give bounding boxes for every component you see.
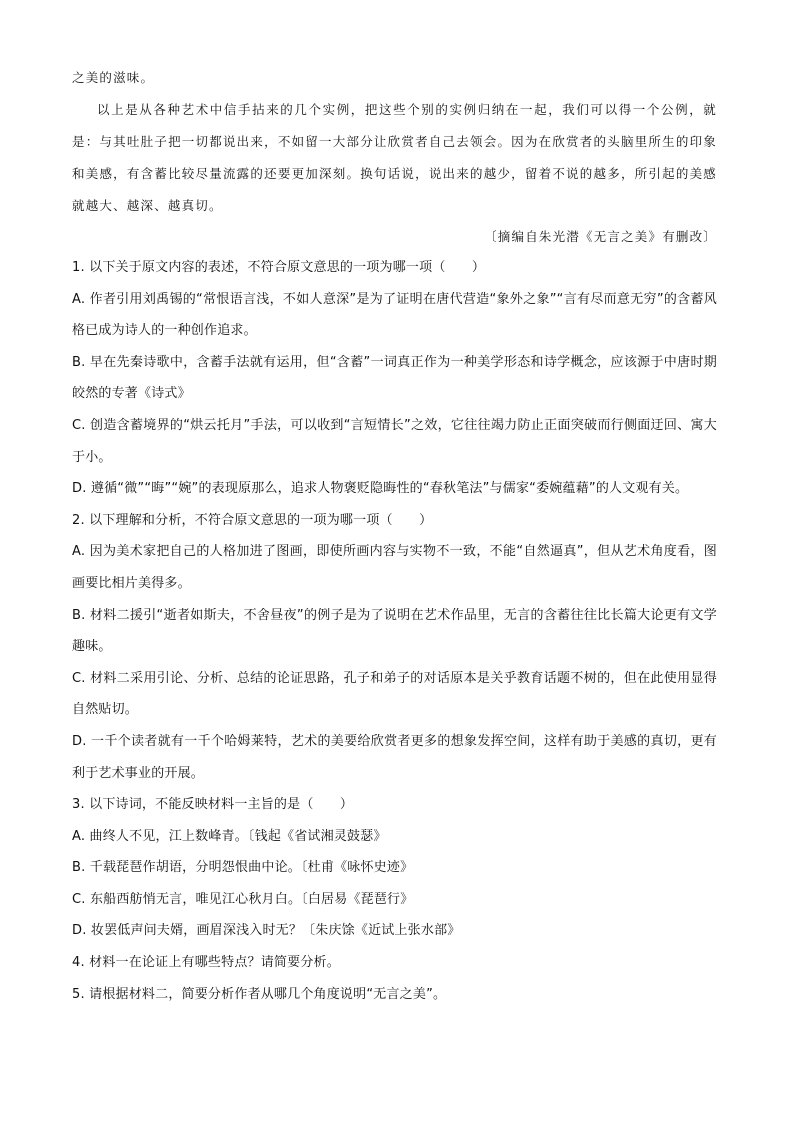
question-list: [72, 252, 717, 1010]
question-stem: 2. 以下理解和分析，不符合原文意思的一项为哪一项（ ）: [72, 512, 433, 528]
question-2: [72, 505, 717, 789]
question-4: [72, 947, 717, 979]
option-c: C. 创造含蓄境界的“烘云托月”手法，可以收到“言短情长”之效，它往往竭力防止正面突破而行侧面迂回、寓大于小。: [72, 417, 717, 465]
question-3: [72, 789, 717, 947]
passage-paragraph: 以上是从各种艺术中信手拈来的几个实例，把这些个别的实例归纳在一起，我们可以得一个公例，就是：与其吐肚子把一切都说出来，不如留一大部分让欣赏者自己去领会。因为在欣赏者的头脑里所生的印象和美感，有含蓄比较尽量流露的还要更加深刻。换句话说，说出来的越少，留着不说的越多，所引起的美感就越大、越深、越真切。: [72, 102, 717, 213]
option-b: B. 材料二援引“逝者如斯夫，不舍昼夜”的例子是为了说明在艺术作品里，无言的含蓄往往比长篇大论更有文学趣味。: [72, 607, 717, 655]
question-stem: 5. 请根据材料二，简要分析作者从哪几个角度说明“无言之美”。: [72, 986, 447, 1002]
question-1: [72, 252, 717, 505]
option-b: B. 早在先秦诗歌中，含蓄手法就有运用，但“含蓄”一词真正作为一种美学形态和诗学概念，应该源于中唐时期皎然的专著《诗式》: [72, 354, 717, 402]
option-a: A. 作者引用刘禹锡的“常恨语言浅，不如人意深”是为了证明在唐代营造“象外之象”“言有尽而意无穷”的含蓄风格已成为诗人的一种创作追求。: [72, 291, 717, 339]
option-a: A. 因为美术家把自己的人格加进了图画，即使所画内容与实物不一致，不能“自然逼真”，但从艺术角度看，图画要比相片美得多。: [72, 544, 717, 591]
option-d: D. 遵循“微”“晦”“婉”的表现原那么，追求人物褒贬隐晦性的“春秋笔法”与儒家“委婉蕴藉”的人文观有关。: [72, 481, 689, 497]
passage-source-citation: 〔摘编自朱光潜《无言之美》有删改〕: [484, 229, 717, 244]
question-stem: 1. 以下关于原文内容的表述，不符合原文意思的一项为哪一项（ ）: [72, 260, 486, 275]
option-c: C. 东船西舫悄无言，唯见江心秋月白。〔白居易《琵琶行》: [72, 891, 414, 907]
question-stem: 4. 材料一在论证上有哪些特点？请简要分析。: [72, 955, 340, 971]
option-c: C. 材料二采用引论、分析、总结的论证思路，孔子和弟子的对话原本是关乎教育话题不树的，但在此使用显得自然贴切。: [72, 670, 717, 718]
option-d: D. 一千个读者就有一千个哈姆莱特，艺术的美要给欣赏者更多的想象发挥空间，这样有助于美感的真切，更有利于艺术事业的开展。: [72, 733, 717, 781]
option-d: D. 妆罢低声问夫婿，画眉深浅入时无？〔朱庆馀《近试上张水部》: [72, 923, 461, 939]
passage-continuation: 之美的滋味。: [72, 70, 155, 85]
question-5: [72, 979, 717, 1011]
passage-excerpt: [72, 62, 717, 252]
exam-page: [72, 62, 717, 1010]
option-b: B. 千载琵琶作胡语，分明怨恨曲中论。〔杜甫《咏怀史迹》: [72, 860, 414, 876]
option-a: A. 曲终人不见，江上数峰青。〔钱起《省试湘灵鼓瑟》: [72, 828, 387, 844]
question-stem: 3. 以下诗词，不能反映材料一主旨的是（ ）: [72, 797, 354, 813]
